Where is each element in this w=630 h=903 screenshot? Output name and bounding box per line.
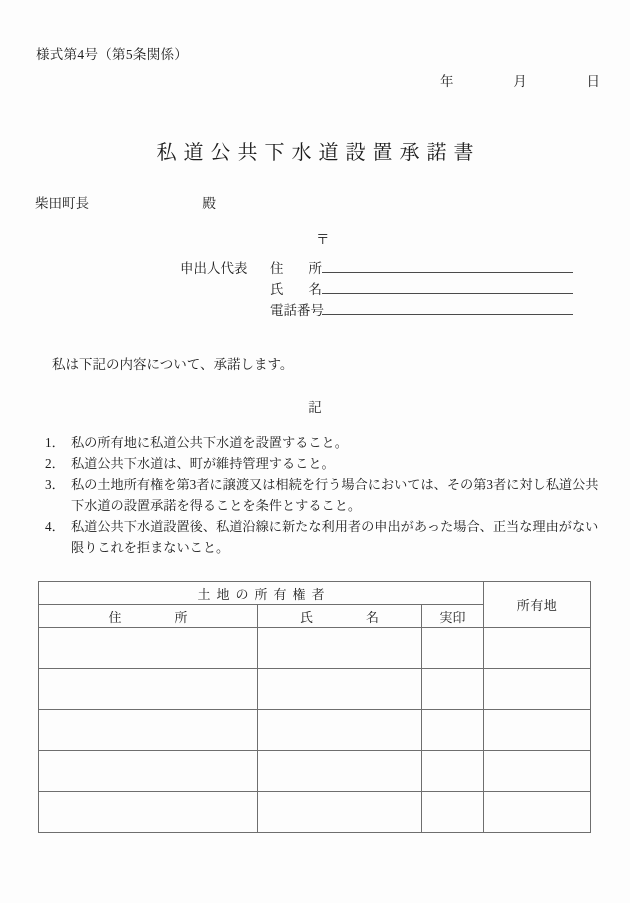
clause-list [45, 432, 605, 558]
cell-seal[interactable] [422, 628, 484, 669]
cell-land[interactable] [484, 628, 591, 669]
cell-name[interactable] [258, 751, 422, 792]
date-year-label: 年 [440, 74, 454, 89]
table-row[interactable] [39, 792, 591, 833]
table-header-land: 所有地 [484, 582, 591, 628]
cell-seal[interactable] [422, 669, 484, 710]
clause-item [45, 432, 605, 453]
applicant-name-label-right: 名 [308, 282, 322, 297]
applicant-address-row [270, 255, 573, 276]
cell-name[interactable] [258, 792, 422, 833]
table-row[interactable] [39, 669, 591, 710]
applicant-phone-input[interactable] [322, 297, 573, 315]
addressee-line [35, 192, 216, 212]
table-header-address: 住 所 [39, 605, 258, 628]
cell-name[interactable] [258, 710, 422, 751]
applicant-address-input[interactable] [322, 255, 573, 273]
addressee-name: 柴田町長 [35, 196, 89, 211]
applicant-name-label-left: 氏 [270, 282, 284, 297]
applicant-name-label [270, 278, 322, 298]
applicant-block [180, 255, 573, 318]
applicant-name-input[interactable] [322, 276, 573, 294]
cell-address[interactable] [39, 792, 258, 833]
date-day-label: 日 [586, 74, 600, 89]
addressee-honorific: 殿 [202, 196, 216, 211]
applicant-phone-row [270, 297, 573, 318]
clause-text: 私道公共下水道設置後、私道沿線に新たな利用者の申出があった場合、正当な理由がない限りこれを拒まないこと。 [71, 519, 599, 555]
table-header-owner-group: 土地の所有権者 [39, 582, 484, 605]
cell-address[interactable] [39, 628, 258, 669]
clause-text: 私の所有地に私道公共下水道を設置すること。 [71, 435, 348, 450]
land-owner-table [38, 581, 591, 833]
table-row[interactable] [39, 710, 591, 751]
clause-item [45, 516, 605, 558]
cell-seal[interactable] [422, 792, 484, 833]
cell-address[interactable] [39, 751, 258, 792]
cell-name[interactable] [258, 628, 422, 669]
clause-item [45, 474, 605, 516]
cell-land[interactable] [484, 792, 591, 833]
cell-address[interactable] [39, 669, 258, 710]
clause-number: 1． [45, 435, 65, 450]
table-row[interactable] [39, 628, 591, 669]
applicant-address-label-left: 住 [270, 261, 284, 276]
cell-land[interactable] [484, 669, 591, 710]
cell-address[interactable] [39, 710, 258, 751]
clause-number: 2． [45, 456, 65, 471]
applicant-fields [270, 255, 573, 318]
land-owner-table-container [38, 581, 590, 833]
applicant-address-label [270, 257, 322, 277]
applicant-phone-label: 電話番号 [270, 303, 324, 318]
clause-item [45, 453, 605, 474]
ki-mark: 記 [308, 400, 322, 415]
clause-number: 3． [45, 477, 65, 492]
clause-number: 4． [45, 519, 65, 534]
applicant-name-row [270, 276, 573, 297]
table-header-name: 氏 名 [258, 605, 422, 628]
table-header-seal: 実印 [422, 605, 484, 628]
cell-seal[interactable] [422, 710, 484, 751]
applicant-role-label: 申出人代表 [180, 261, 248, 276]
cell-name[interactable] [258, 669, 422, 710]
consent-statement: 私は下記の内容について、承諾します。 [52, 357, 294, 372]
page-title: 私道公共下水道設置承諾書 [156, 142, 481, 164]
applicant-address-label-right: 所 [308, 261, 322, 276]
date-line [440, 70, 600, 90]
clause-text: 私道公共下水道は、町が維持管理すること。 [71, 456, 335, 471]
table-header-group-row [39, 582, 591, 605]
clause-text: 私の土地所有権を第3者に譲渡又は相続を行う場合においては、その第3者に対し私道公共下水道の設置承諾を得ることを条件とすること。 [71, 477, 599, 513]
table-row[interactable] [39, 751, 591, 792]
cell-seal[interactable] [422, 751, 484, 792]
cell-land[interactable] [484, 751, 591, 792]
form-number: 様式第4号（第5条関係） [36, 47, 189, 62]
cell-land[interactable] [484, 710, 591, 751]
postal-code-icon: 〒 [316, 232, 330, 247]
date-month-label: 月 [513, 74, 527, 89]
